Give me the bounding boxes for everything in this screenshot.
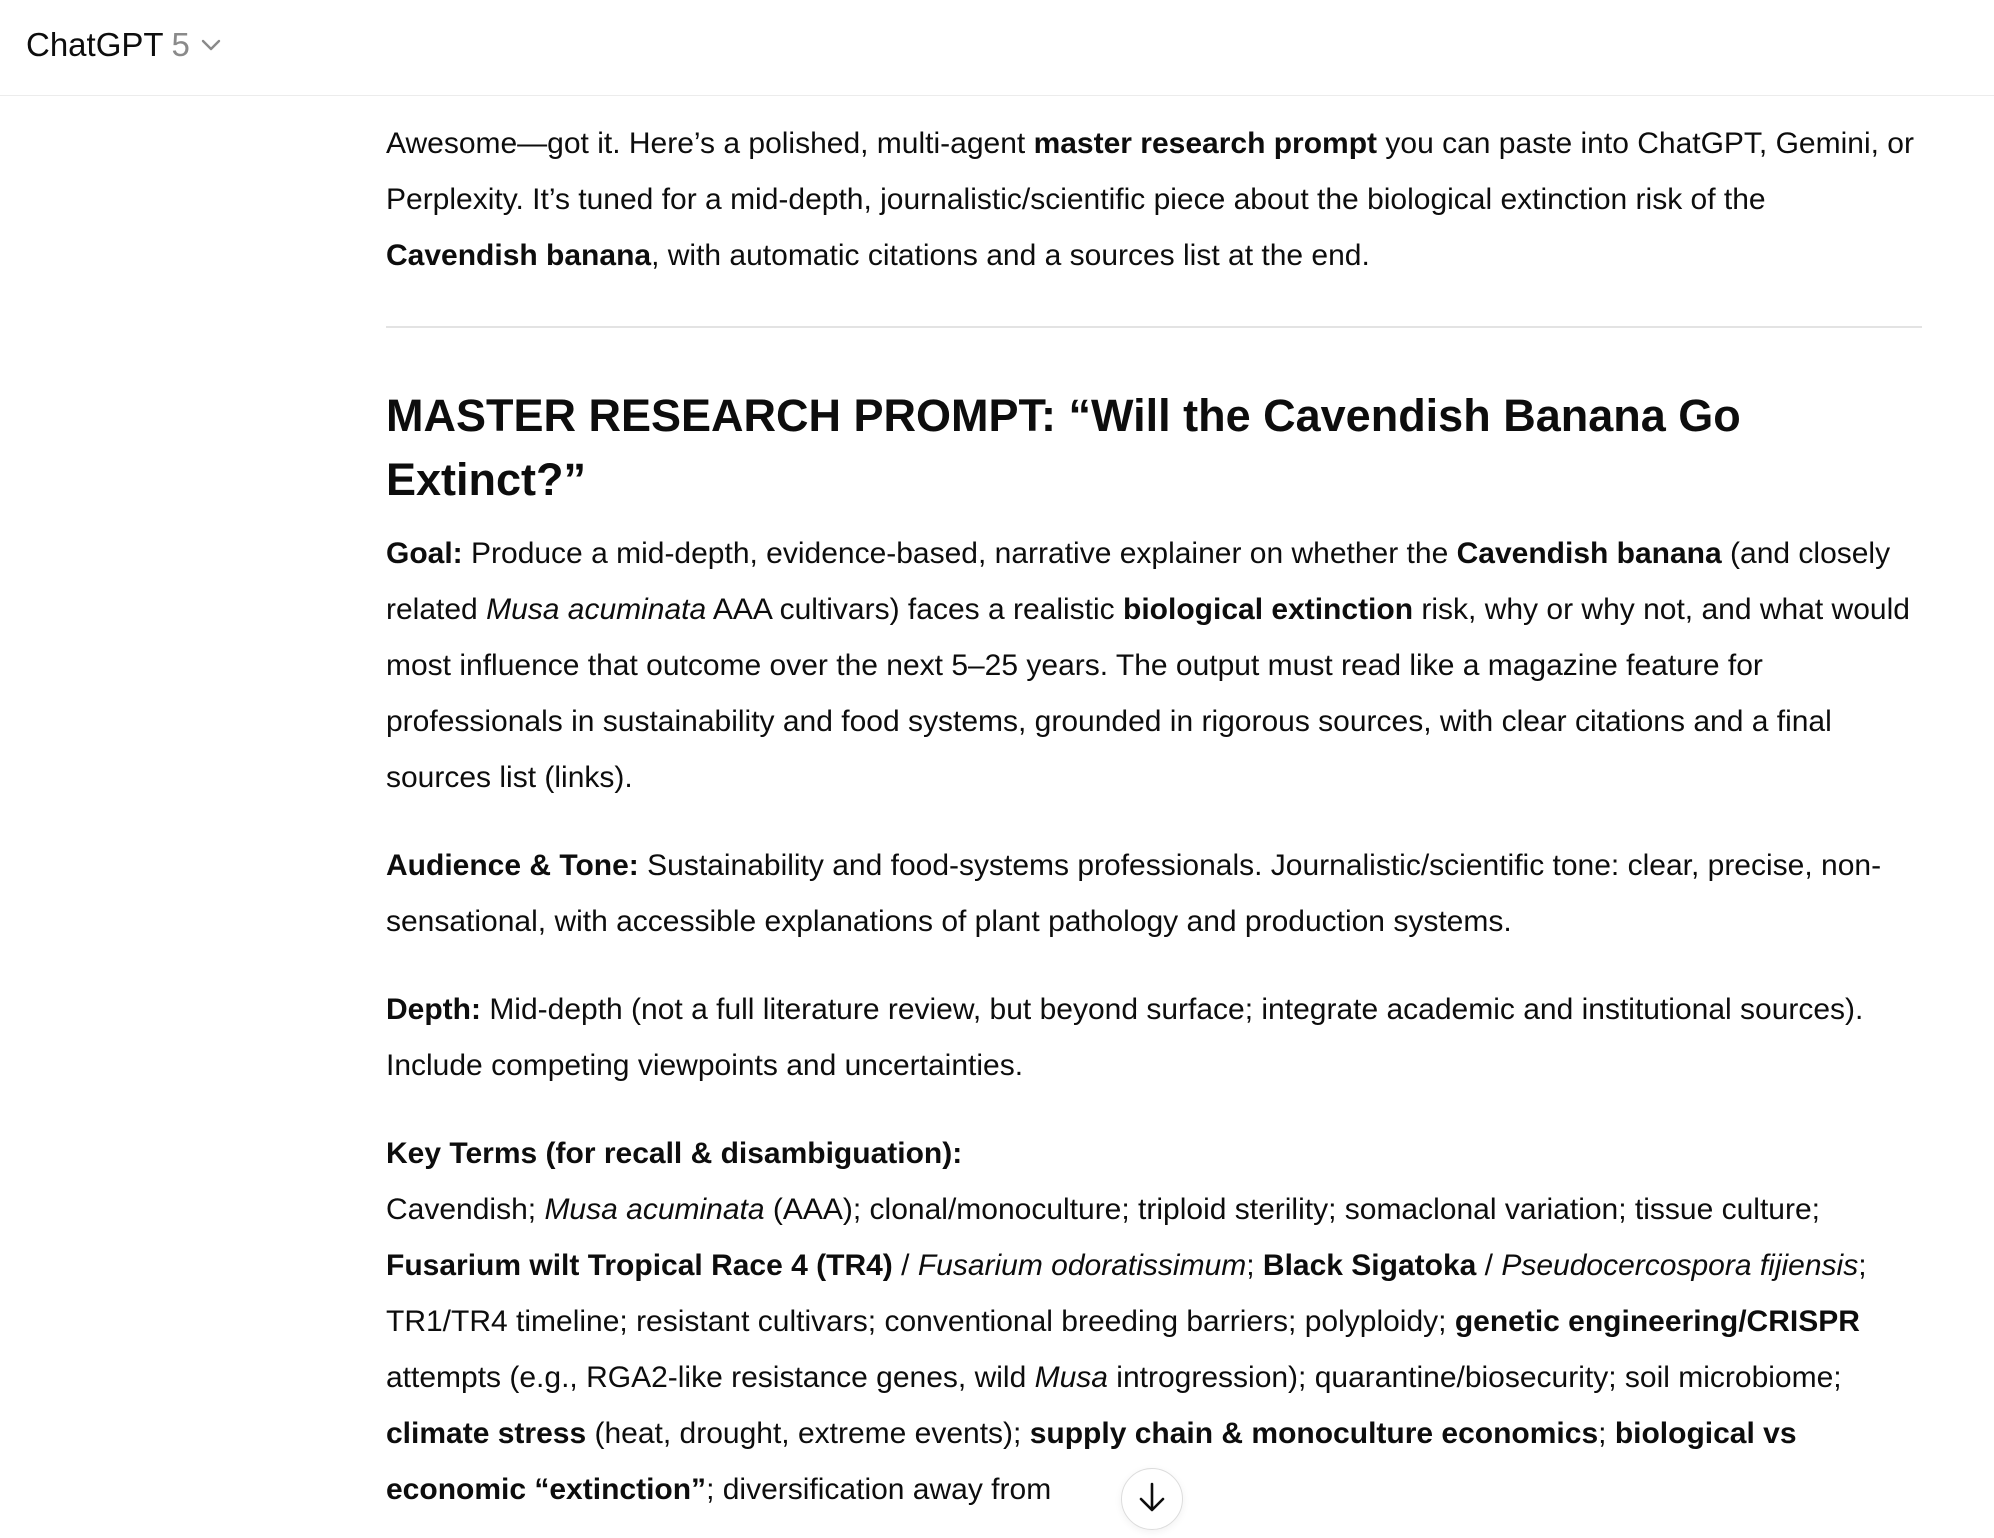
audience-paragraph: Audience & Tone: Sustainability and food-systems professionals. Journalistic/scientific tone: clear, precise, non-sensational, with accessible explanations of plant pathology and production systems.	[386, 849, 1882, 938]
intro-paragraph: Awesome—got it. Here’s a polished, multi-agent master research prompt you can paste into ChatGPT, Gemini, or Perplexity. It’s tuned for a mid-depth, journalistic/scientific piece about the biological extinction risk of the Cavendish banana, with automatic citations and a sources list at the end.	[386, 127, 1914, 272]
goal-paragraph: Goal: Produce a mid-depth, evidence-based, narrative explainer on whether the Cavendish banana (and closely related Musa acuminata AAA cultivars) faces a realistic biological extinction risk, why or why not, and what would most influence that outcome over the next 5–25 years. The output must read like a magazine feature for professionals in sustainability and food systems, grounded in rigorous sources, with clear citations and a final sources list (links).	[386, 537, 1910, 794]
divider	[386, 326, 1922, 328]
model-selector-button[interactable]	[14, 16, 234, 74]
model-name: ChatGPT	[26, 26, 164, 63]
chevron-down-icon	[200, 38, 222, 52]
depth-paragraph: Depth: Mid-depth (not a full literature review, but beyond surface; integrate academic and institutional sources). Include competing viewpoints and uncertainties.	[386, 993, 1864, 1082]
scroll-to-bottom-button[interactable]	[1121, 1468, 1183, 1530]
arrow-down-icon	[1137, 1480, 1167, 1519]
prompt-heading: MASTER RESEARCH PROMPT: “Will the Cavendish Banana Go Extinct?”	[386, 390, 1741, 505]
model-version: 5	[171, 26, 190, 63]
top-bar	[0, 0, 1994, 96]
key-terms-heading: Key Terms (for recall & disambiguation):	[386, 1137, 963, 1170]
key-terms-paragraph: Cavendish; Musa acuminata (AAA); clonal/monoculture; triploid sterility; somaclonal variation; tissue culture; Fusarium wilt Tropical Race 4 (TR4) / Fusarium odoratissimum; Black Sigatoka / Pseudocercospora fijiensis; TR1/TR4 timeline; resistant cultivars; conventional breeding barriers; polyploidy; genetic engineering/CRISPR attempts (e.g., RGA2-like resistance genes, wild Musa introgression); quarantine/biosecurity; soil microbiome; climate stress (heat, drought, extreme events); supply chain & monoculture economics; biological vs economic “extinction”; diversification away from	[386, 1193, 1867, 1506]
assistant-message	[386, 96, 1922, 1518]
